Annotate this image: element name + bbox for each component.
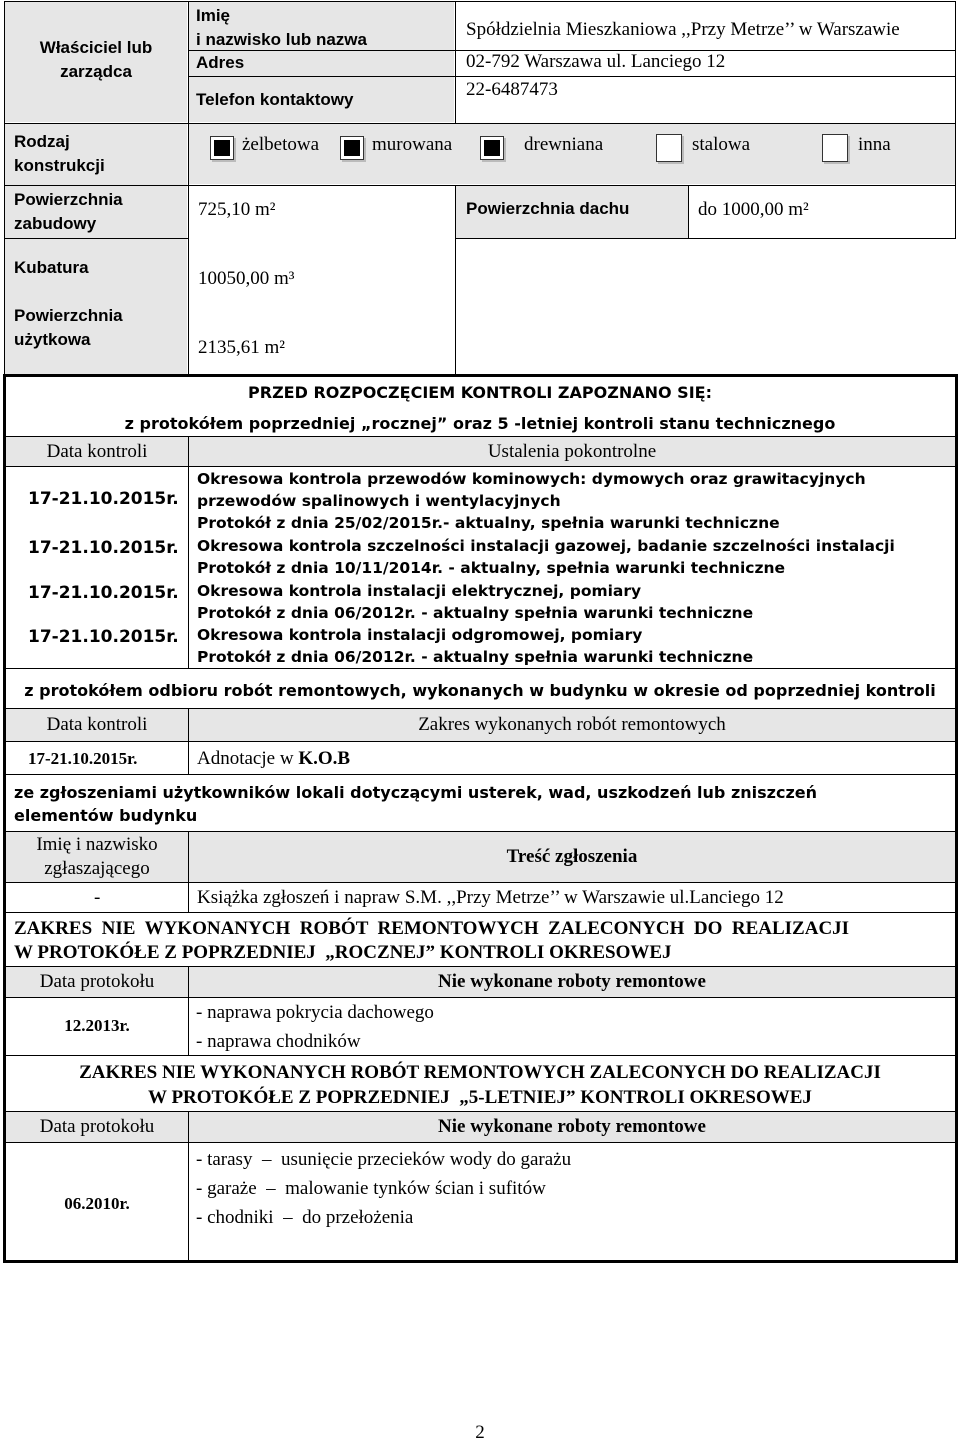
prior-row-line: Okresowa kontrola przewodów kominowych: dymowych oraz grawitacyjnych: [197, 470, 866, 488]
option-inna-label: inna: [858, 134, 891, 155]
annual-col-date: Data protokołu: [39, 971, 155, 992]
checkbox-stalowa[interactable]: [656, 134, 682, 162]
prior-col-date: Data kontroli: [46, 441, 148, 462]
prior-row-line: przewodów spalinowych i wentylacyjnych: [197, 492, 561, 510]
fiveyear-item: - garaże – malowanie tynków ścian i sufitów: [196, 1178, 546, 1199]
roof-area-value: do 1000,00 m²: [698, 199, 809, 220]
built-area-label: Powierzchnia zabudowy: [14, 190, 123, 233]
built-area-value: 725,10 m²: [198, 199, 276, 220]
repairs-col-date: Data kontroli: [46, 714, 148, 735]
repairs-note: Adnotacje w K.O.B: [197, 748, 351, 769]
checkbox-zelbetowa[interactable]: [210, 136, 234, 160]
reports-row-content: Książka zgłoszeń i napraw S.M. ,,Przy Metrze’’ w Warszawie ul.Lanciego 12: [197, 887, 784, 908]
prior-row-line: Okresowa kontrola szczelności instalacji gazowej, badanie szczelności instalacji: [197, 537, 895, 555]
prior-row-line: Protokół z dnia 25/02/2015r.- aktualny, spełnia warunki techniczne: [197, 514, 780, 532]
name-value: Spółdzielnia Mieszkaniowa ,,Przy Metrze’’ w Warszawie: [466, 19, 900, 40]
fiveyear-col-works: Nie wykonane roboty remontowe: [438, 1116, 706, 1137]
checkbox-inna[interactable]: [822, 134, 848, 162]
volume-label: Kubatura: [14, 258, 89, 277]
roof-area-label: Powierzchnia dachu: [466, 199, 630, 218]
option-zelbetowa-label: żelbetowa: [242, 134, 320, 155]
prior-row-line: Protokół z dnia 06/2012r. - aktualny spełnia warunki techniczne: [197, 604, 754, 622]
prior-row-date: 17-21.10.2015r.: [28, 489, 179, 509]
reports-heading: ze zgłoszeniami użytkowników lokali dotyczącymi usterek, wad, uszkodzeń lub zniszczeń elementów budynku: [14, 783, 818, 825]
annual-heading: ZAKRES NIE WYKONANYCH ROBÓT REMONTOWYCH ZALECONYCH DO REALIZACJI W PROTOKÓŁE Z POPRZEDNIEJ „ROCZNEJ” KONTROLI OKRESOWEJ: [14, 918, 850, 963]
usable-area-value: 2135,61 m²: [198, 337, 285, 358]
repairs-heading: z protokółem odbioru robót remontowych, wykonanych w budynku w okresie od poprzedniej kontroli: [24, 681, 936, 700]
annual-date: 12.2013r.: [64, 1016, 130, 1035]
option-drewniana-label: drewniana: [524, 134, 604, 155]
prior-row-date: 17-21.10.2015r.: [28, 538, 179, 558]
prior-row-line: Okresowa kontrola instalacji elektrycznej, pomiary: [197, 582, 642, 600]
name-label: Imię i nazwisko lub nazwa: [196, 6, 367, 49]
prior-row-date: 17-21.10.2015r.: [28, 583, 179, 603]
page-number: 2: [475, 1422, 485, 1443]
checkbox-drewniana[interactable]: [480, 136, 504, 160]
prior-row-line: Protokół z dnia 06/2012r. - aktualny spełnia warunki techniczne: [197, 648, 754, 666]
prior-row-date: 17-21.10.2015r.: [28, 627, 179, 647]
option-murowana-label: murowana: [372, 134, 453, 155]
annual-col-works: Nie wykonane roboty remontowe: [438, 971, 706, 992]
reports-row-name: -: [94, 887, 101, 908]
phone-value: 22-6487473: [466, 79, 558, 100]
construction-label: Rodzaj konstrukcji: [14, 132, 105, 175]
repairs-date: 17-21.10.2015r.: [28, 749, 138, 768]
option-stalowa-label: stalowa: [692, 134, 751, 155]
annual-item: - naprawa pokrycia dachowego: [196, 1002, 434, 1023]
fiveyear-col-date: Data protokołu: [39, 1116, 155, 1137]
fiveyear-date: 06.2010r.: [64, 1194, 130, 1213]
prior-col-findings: Ustalenia pokontrolne: [487, 441, 657, 462]
prior-row-line: Protokół z dnia 10/11/2014r. - aktualny, spełnia warunki techniczne: [197, 559, 786, 577]
reports-col-name: Imię i nazwisko zgłaszającego: [36, 834, 158, 879]
volume-value: 10050,00 m³: [198, 268, 295, 289]
address-label: Adres: [196, 53, 245, 72]
phone-label: Telefon kontaktowy: [196, 90, 354, 109]
reports-col-content: Treść zgłoszenia: [506, 846, 638, 867]
prior-row-line: Okresowa kontrola instalacji odgromowej, pomiary: [197, 626, 643, 644]
fiveyear-item: - tarasy – usunięcie przecieków wody do garażu: [196, 1149, 572, 1170]
prior-heading: PRZED ROZPOCZĘCIEM KONTROLI ZAPOZNANO SIĘ:: [248, 383, 712, 402]
address-value: 02-792 Warszawa ul. Lanciego 12: [466, 51, 726, 72]
checkbox-murowana[interactable]: [340, 136, 364, 160]
repairs-col-scope: Zakres wykonanych robót remontowych: [418, 714, 726, 735]
fiveyear-item: - chodniki – do przełożenia: [196, 1207, 414, 1228]
annual-item: - naprawa chodników: [196, 1031, 361, 1052]
owner-label: Właściciel lub zarządca: [39, 38, 153, 81]
usable-area-label: Powierzchnia użytkowa: [14, 306, 123, 349]
fiveyear-heading: ZAKRES NIE WYKONANYCH ROBÓT REMONTOWYCH ZALECONYCH DO REALIZACJI W PROTOKÓŁE Z POPRZEDNIEJ „5-LETNIEJ” KONTROLI OKRESOWEJ: [79, 1062, 881, 1108]
prior-subheading: z protokółem poprzedniej „rocznej” oraz 5 -letniej kontroli stanu technicznego: [124, 414, 836, 433]
